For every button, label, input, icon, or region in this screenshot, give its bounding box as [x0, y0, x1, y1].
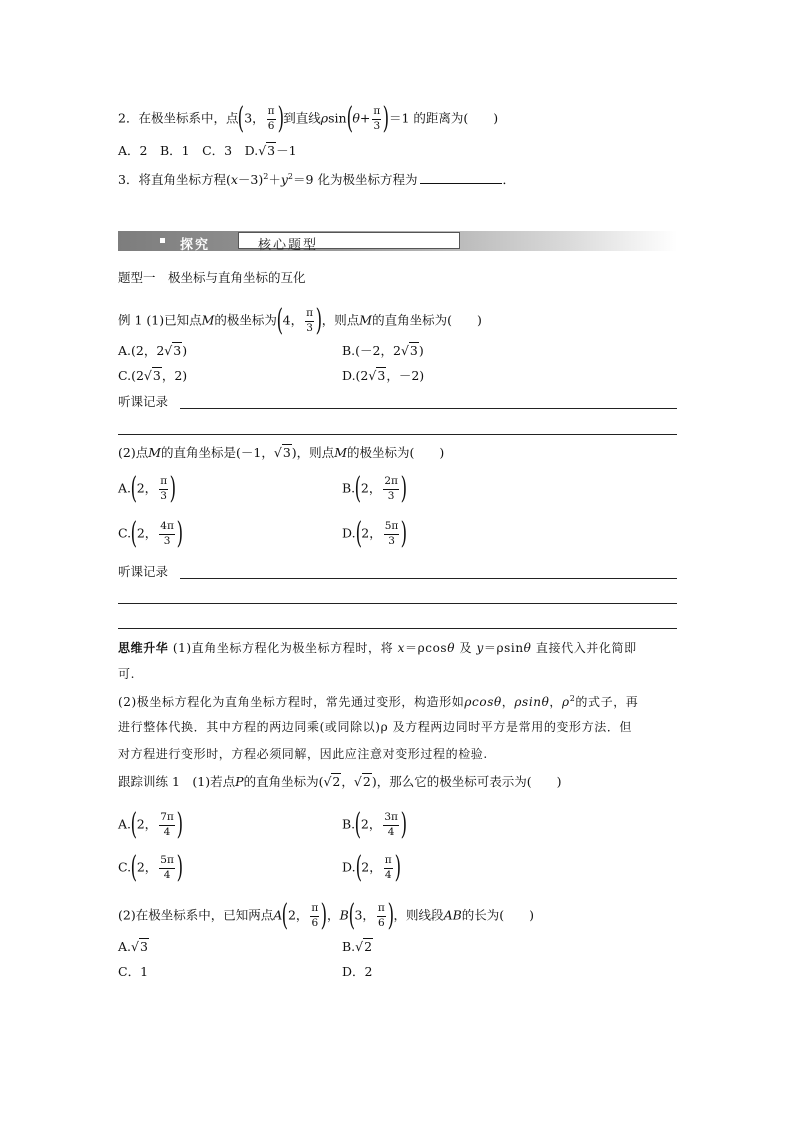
- text-run: D.(2: [342, 368, 369, 383]
- text-run: 核心题型: [258, 238, 319, 253]
- square-root: √3: [400, 343, 418, 358]
- answer-blank: [420, 182, 502, 184]
- big-paren: (: [348, 898, 355, 933]
- text-run: 4: [163, 825, 171, 838]
- text-run: 4，: [282, 312, 304, 328]
- text-run: 的长为( ): [461, 907, 535, 923]
- text-run: ): [418, 343, 424, 358]
- text-run: π: [267, 106, 276, 119]
- big-paren: ): [277, 101, 284, 136]
- text-run: B.: [342, 480, 356, 496]
- big-paren: ): [394, 850, 401, 885]
- text-run: D.: [342, 525, 356, 541]
- text-run: π: [159, 476, 168, 489]
- text-run: D.: [342, 859, 356, 875]
- text-run: 及: [459, 641, 473, 655]
- square-root: √3: [258, 143, 276, 158]
- text-run: 到直线: [283, 110, 321, 126]
- summary-line-3: [118, 695, 638, 708]
- text-run: y: [476, 641, 484, 655]
- big-paren: ): [169, 471, 177, 506]
- text-run: M: [359, 312, 373, 328]
- option-b: [342, 471, 408, 506]
- big-paren: (: [276, 303, 284, 338]
- text-run: 的极坐标为( ): [347, 445, 445, 460]
- question-3: [118, 173, 515, 187]
- text-run: 3，: [244, 110, 265, 126]
- option-a: [118, 807, 183, 842]
- text-run: M: [201, 312, 215, 328]
- text-run: sin: [328, 110, 347, 126]
- square-root: √2: [323, 774, 341, 789]
- square-root: √3: [273, 445, 291, 460]
- big-paren: ): [176, 850, 183, 885]
- notes-label: 听课记录: [118, 394, 169, 409]
- summary-line-2: 可.: [118, 667, 136, 681]
- square-root: √3: [143, 368, 161, 383]
- text-run: 2，: [136, 859, 158, 875]
- text-run: π: [305, 308, 314, 321]
- text-run: 的直角坐标为(: [243, 774, 324, 789]
- text-run: 3: [387, 489, 395, 502]
- big-paren: ): [320, 898, 328, 933]
- big-paren: (: [355, 516, 362, 551]
- option-c: [118, 516, 183, 551]
- text-run: 2: [263, 172, 269, 181]
- text-run: 3: [173, 343, 182, 358]
- text-run: ρ: [562, 695, 570, 709]
- text-run: B.: [342, 939, 356, 954]
- text-run: 5π: [159, 855, 175, 868]
- big-paren: ): [400, 516, 408, 551]
- text-run: ，则点: [321, 312, 360, 328]
- text-run: π: [310, 903, 319, 916]
- text-run: 3: [377, 368, 386, 383]
- text-run: 例 1 (1)已知点: [118, 312, 202, 328]
- text-run: 2．在极坐标系中，点: [118, 110, 239, 126]
- big-paren: ): [400, 807, 408, 842]
- text-run: 2，: [361, 859, 382, 875]
- summary-line-1: [118, 642, 637, 654]
- text-run: 探究: [180, 238, 211, 253]
- big-paren: (: [130, 516, 138, 551]
- square-root: √3: [368, 368, 386, 383]
- notes-label: 听课记录: [118, 564, 169, 579]
- text-run: ，－2): [386, 368, 425, 383]
- text-run: (1)直角坐标方程化为极坐标方程时，将: [172, 641, 394, 655]
- option-c: [118, 850, 183, 885]
- fraction: [384, 521, 400, 546]
- option-a: [118, 941, 149, 954]
- text-run: 思维升华: [118, 641, 169, 655]
- fraction: [159, 855, 175, 880]
- option-d: [342, 370, 424, 383]
- text-run: B: [339, 907, 349, 923]
- text-run: ，2): [161, 368, 188, 383]
- big-paren: (: [130, 471, 138, 506]
- text-run: C.: [118, 859, 132, 875]
- option-b: [342, 941, 373, 954]
- text-run: 3: [152, 368, 161, 383]
- text-run: M: [148, 445, 162, 460]
- fraction: [384, 855, 393, 880]
- text-run: ，: [501, 695, 515, 709]
- text-run: 2，: [287, 907, 309, 923]
- big-paren: (: [354, 471, 362, 506]
- notes-line: [118, 603, 677, 604]
- text-run: M: [334, 445, 347, 460]
- text-run: A．2 B．1 C．3 D.: [118, 143, 259, 158]
- text-run: 3: [267, 143, 276, 158]
- text-run: 7π: [159, 812, 175, 825]
- big-paren: (: [238, 101, 245, 136]
- text-run: π: [372, 106, 381, 119]
- fraction: [383, 476, 399, 501]
- text-run: ，: [549, 695, 563, 709]
- text-run: 2，: [136, 816, 158, 832]
- text-run: x: [397, 641, 406, 655]
- text-run: 2，: [361, 525, 382, 541]
- text-run: ＝ρcos: [405, 641, 448, 655]
- text-run: (2)极坐标方程化为直角坐标方程时，常先通过变形，构造形如: [118, 695, 465, 709]
- bullet-icon: [160, 238, 165, 243]
- text-run: 3: [306, 321, 313, 334]
- fraction: [305, 308, 314, 333]
- option-c: C．1: [118, 964, 149, 979]
- big-paren: ): [387, 898, 394, 933]
- fraction: [159, 812, 175, 837]
- text-run: θ: [523, 641, 532, 655]
- text-run: 3: [373, 119, 381, 132]
- notes-line: [118, 434, 677, 435]
- text-run: )，则点: [291, 445, 335, 460]
- fraction: [267, 106, 276, 131]
- option-b: [342, 345, 424, 358]
- text-run: 3: [160, 489, 167, 502]
- section-banner: [118, 231, 677, 251]
- big-paren: (: [346, 101, 353, 136]
- text-run: 6: [378, 916, 385, 929]
- text-run: B.(－2，2: [342, 343, 401, 358]
- text-run: 2: [287, 172, 294, 181]
- text-run: 2: [362, 774, 371, 789]
- square-root: √2: [355, 939, 373, 954]
- text-run: A.: [118, 939, 132, 954]
- text-run: y: [280, 172, 288, 188]
- text-run: P: [235, 774, 244, 789]
- text-run: A.: [118, 816, 132, 832]
- text-run: A: [273, 907, 283, 923]
- notes-line: [180, 578, 677, 579]
- fraction: [372, 106, 381, 131]
- text-run: 2: [332, 774, 341, 789]
- notes-line: [180, 408, 677, 409]
- text-run: (2)在极坐标系中，已知两点: [118, 907, 274, 923]
- summary-line-4: 进行整体代换．其中方程的两边同乘(或同除以)ρ 及方程两边同时平方是常用的变形方法．但: [118, 720, 633, 734]
- text-run: A.: [118, 480, 132, 496]
- text-run: 2: [364, 939, 373, 954]
- fraction: [310, 903, 319, 928]
- big-paren: ): [176, 516, 183, 551]
- text-run: x: [230, 172, 238, 188]
- section-title: 题型一 极坐标与直角坐标的互化: [118, 270, 306, 285]
- text-run: ): [182, 343, 188, 358]
- text-run: 4: [163, 868, 171, 881]
- text-run: 2: [569, 694, 576, 703]
- big-paren: ): [400, 471, 408, 506]
- option-d: [342, 516, 408, 551]
- text-run: θ: [541, 695, 550, 709]
- summary-line-5: 对方程进行变形时，方程必须同解，因此应注意对变形过程的检验.: [118, 747, 488, 761]
- text-run: θ: [447, 641, 456, 655]
- text-run: 4π: [159, 521, 175, 534]
- text-run: +: [359, 110, 371, 126]
- text-run: 的直角坐标是(－1，: [161, 445, 274, 460]
- text-run: θ: [352, 110, 360, 126]
- text-run: 4: [387, 825, 395, 838]
- example-1-part-1: [118, 303, 482, 338]
- fraction: [159, 521, 175, 546]
- text-run: 3: [163, 534, 171, 547]
- text-run: 直接代入并化简即: [535, 641, 637, 655]
- text-run: ＝ρsin: [483, 641, 524, 655]
- big-paren: ): [382, 101, 390, 136]
- text-run: 6: [311, 916, 319, 929]
- option-d: D．2: [342, 964, 373, 979]
- text-run: 2，: [360, 816, 382, 832]
- text-run: ．: [502, 172, 515, 188]
- text-run: 2，: [360, 480, 382, 496]
- big-paren: (: [130, 850, 138, 885]
- text-run: ＝9 化为极坐标方程为: [293, 172, 418, 188]
- text-run: C.(2: [118, 368, 144, 383]
- question-2-options: [118, 145, 297, 158]
- text-run: π: [377, 903, 386, 916]
- text-run: 5π: [384, 521, 400, 534]
- text-run: 3π: [383, 812, 399, 825]
- notes-line: [118, 628, 677, 629]
- text-run: ，: [327, 907, 340, 923]
- text-run: π: [384, 855, 393, 868]
- text-run: ＋: [268, 172, 281, 188]
- text-run: 的直角坐标为( ): [372, 312, 482, 328]
- text-run: )，那么它的极坐标可表示为( ): [371, 774, 562, 789]
- big-paren: (: [355, 850, 362, 885]
- fraction: [383, 812, 399, 837]
- big-paren: (: [354, 807, 362, 842]
- square-root: √3: [131, 939, 148, 954]
- text-run: ，则线段: [393, 907, 444, 923]
- big-paren: ): [315, 303, 323, 338]
- text-run: C.: [118, 525, 132, 541]
- text-run: ，: [341, 774, 354, 789]
- text-run: 6: [267, 119, 275, 132]
- text-run: 4: [384, 868, 392, 881]
- fraction: [377, 903, 386, 928]
- text-run: －3): [237, 172, 264, 188]
- question-2: [118, 101, 499, 136]
- square-root: √3: [164, 343, 182, 358]
- text-run: 3: [388, 534, 395, 547]
- text-run: AB: [443, 907, 462, 923]
- text-run: 3．将直角坐标方程(: [118, 172, 231, 188]
- text-run: 3: [139, 939, 148, 954]
- option-a: [118, 471, 177, 506]
- text-run: ＝1 的距离为( ): [388, 110, 499, 126]
- text-run: θ: [493, 695, 502, 709]
- text-run: ρcos: [464, 695, 494, 709]
- text-run: 2π: [383, 476, 399, 489]
- text-run: 3，: [354, 907, 375, 923]
- option-c: [118, 370, 187, 383]
- big-paren: (: [281, 898, 289, 933]
- option-a: [118, 345, 187, 358]
- text-run: 2，: [136, 480, 158, 496]
- text-run: 跟踪训练 1 (1)若点: [118, 774, 236, 789]
- text-run: ρsin: [514, 695, 542, 709]
- text-run: ρ: [320, 110, 329, 126]
- text-run: (2)点: [118, 445, 149, 460]
- big-paren: (: [130, 807, 138, 842]
- text-run: －1: [276, 143, 297, 158]
- big-paren: ): [176, 807, 183, 842]
- text-run: 2，: [136, 525, 158, 541]
- text-run: A.(2，2: [118, 343, 165, 358]
- option-d: [342, 850, 401, 885]
- text-run: 的极坐标为: [214, 312, 277, 328]
- text-run: 3: [409, 343, 418, 358]
- option-b: [342, 807, 408, 842]
- text-run: 3: [282, 445, 291, 460]
- example-1-part-2: [118, 447, 444, 460]
- fraction: [159, 476, 168, 501]
- text-run: 的式子，再: [575, 695, 639, 709]
- track-1-part-1: [118, 776, 561, 789]
- track-1-part-2: [118, 898, 535, 933]
- square-root: √2: [353, 774, 371, 789]
- text-run: B.: [342, 816, 356, 832]
